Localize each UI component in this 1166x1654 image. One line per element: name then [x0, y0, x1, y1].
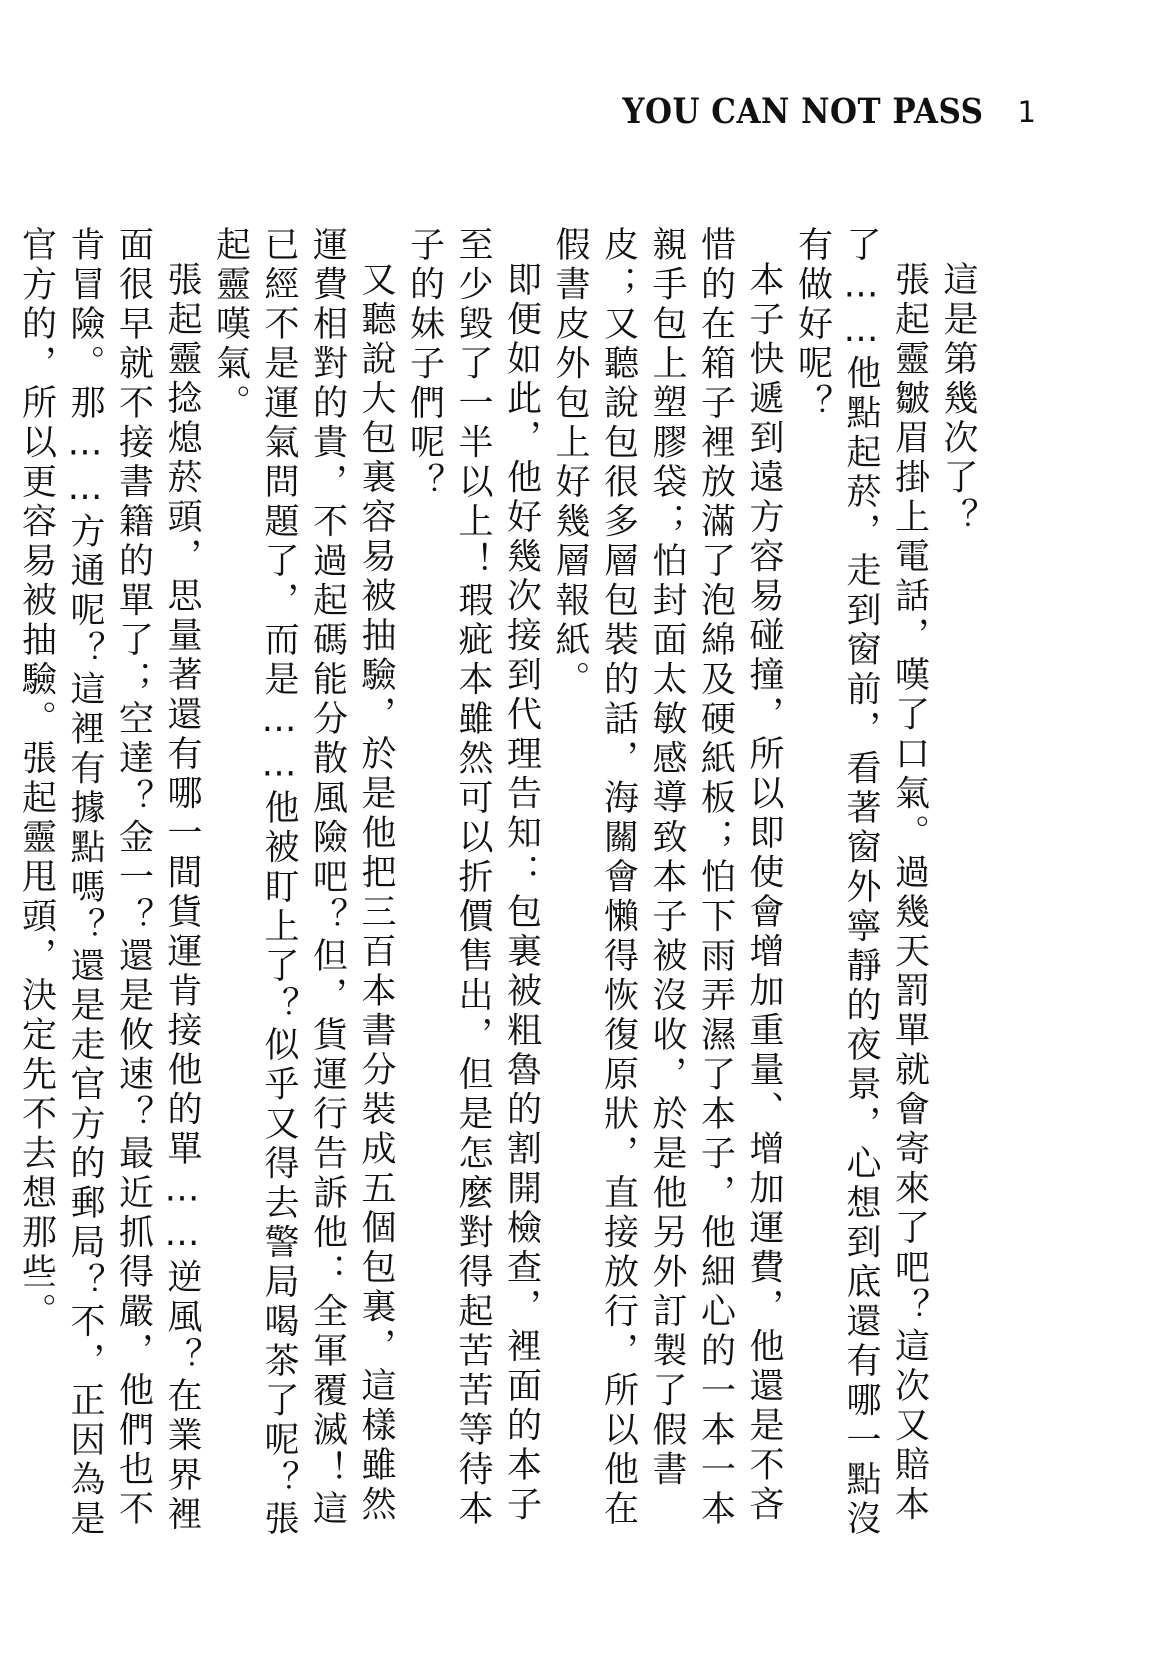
page-header — [622, 91, 1036, 133]
paragraph-2: 張起靈皺眉掛上電話，嘆了口氣。過幾天罰單就會寄來了吧？這次又賠本了……他點起菸，走到窗前，看著窗外寧靜的夜景，心想到底還有哪一點沒有做好呢？ — [792, 226, 930, 1540]
paragraph-5: 又聽說大包裏容易被抽驗，於是他把三百本書分裝成五個包裏，這樣雖然運費相對的貴，不過起碼能分散風險吧？但，貨運行告訴他：全軍覆滅！這已經不是運氣問題了，而是……他被盯上了？似乎又得去警局喝茶了呢？張起靈嘆氣。 — [210, 226, 396, 1540]
book-title: YOU CAN NOT PASS — [622, 91, 984, 133]
paragraph-6: 張起靈捻熄菸頭，思量著還有哪一間貨運肯接他的單……逆風？在業界裡面很早就不接書籍的單了；空達？金一？還是攸速？最近抓得嚴，他們也不肯冒險。那……方通呢？這裡有據點嗎？還是走官方的郵局？不，正因為是官方的，所以更容易被抽驗。張起靈甩頭，決定先不去想那些。 — [16, 226, 202, 1540]
vertical-text-block — [16, 226, 982, 1556]
paragraph-4: 即便如此，他好幾次接到代理告知：包裏被粗魯的割開檢查，裡面的本子至少毀了一半以上！瑕疵本雖然可以折價售出，但是怎麼對得起苦苦等待本子的妹子們呢？ — [404, 226, 542, 1530]
paragraph-1: 這是第幾次了？ — [938, 261, 978, 538]
page-number: 1 — [1017, 95, 1036, 129]
paragraph-3: 本子快遞到遠方容易碰撞，所以即使會增加重量、增加運費，他還是不吝惜的在箱子裡放滿了泡綿及硬紙板；怕下雨弄濕了本子，他細心的一本一本親手包上塑膠袋；怕封面太敏感導致本子被沒收，於是他另外訂製了假書皮；又聽說包很多層包裝的話，海關會懶得恢復原狀，直接放行，所以他在假書皮外包上好幾層報紙。 — [550, 226, 784, 1530]
